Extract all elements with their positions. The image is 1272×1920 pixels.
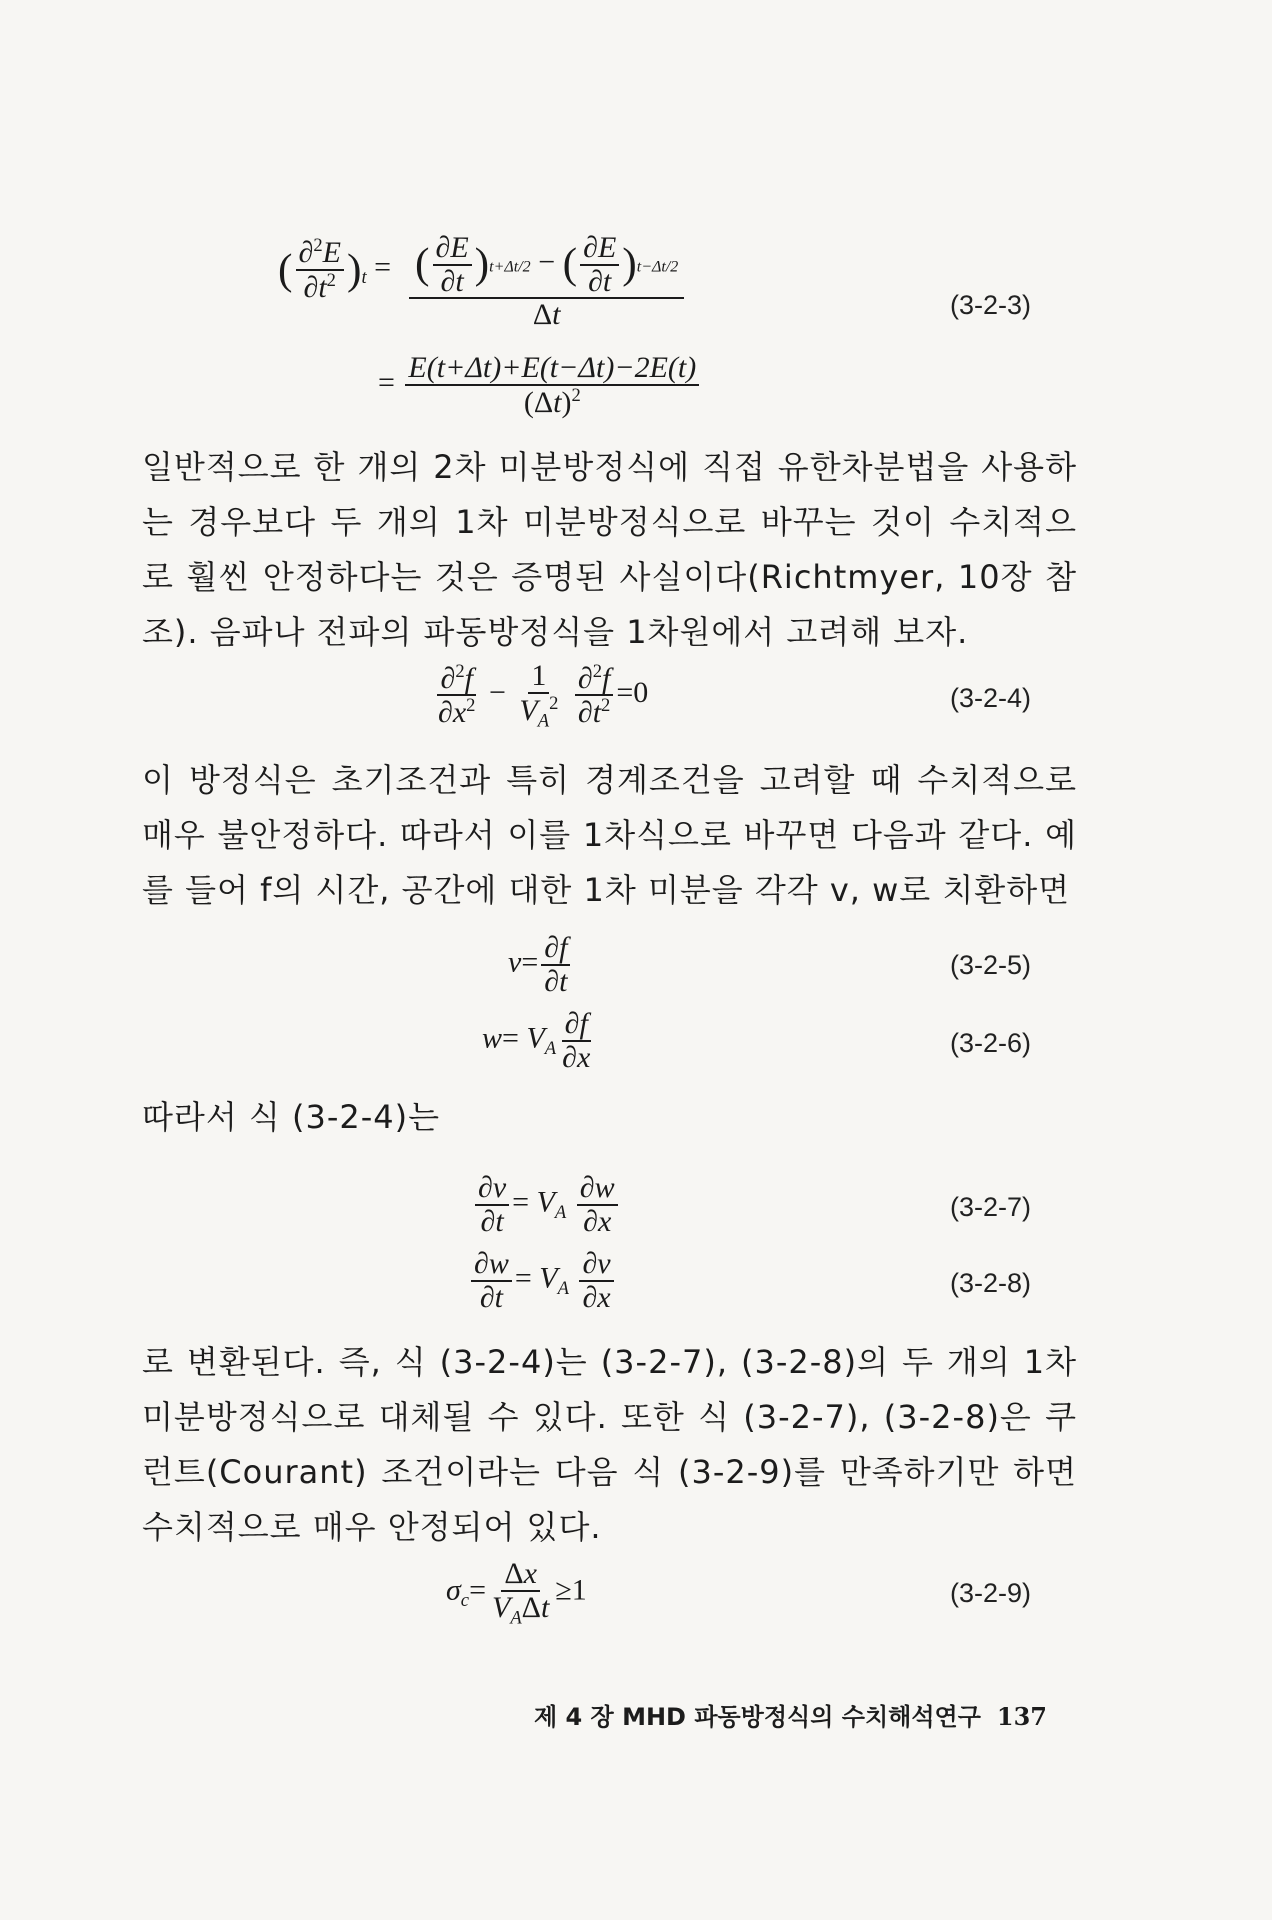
equation-3-2-3-rhs-2: = $\frac{E(t+\Delta t)+E(t-\Delta t)-2E(t)}{(\Delta t)^2}$ [378, 352, 702, 418]
equation-number: (3-2-9) [950, 1578, 1032, 1608]
equation-number: (3-2-4) [950, 683, 1032, 713]
page-footer [534, 1697, 1047, 1732]
equation-number: (3-2-3) [950, 290, 1032, 320]
equation-number: (3-2-7) [950, 1192, 1032, 1222]
equation-number: (3-2-6) [950, 1028, 1032, 1058]
page-number: 137 [996, 1702, 1047, 1731]
equation-3-2-3-rhs-1: ( $\frac{\partial E}{\partial t}$ )t+Δt/2 − ( $\frac{\partial E}{\partial t}$ )t−Δt/2 Δt [406, 232, 687, 331]
paragraph-3: 따라서 식 (3-2-4)는 [142, 1098, 441, 1136]
equation-3-2-4-body: $\frac{\partial^2f}{\partial x^2}$ − $\frac{1}{V_A^2}$ $\frac{\partial^2f}{\partial t^2}$ =0 [438, 659, 649, 732]
equation-number: (3-2-8) [950, 1268, 1032, 1298]
paragraph-1: 일반적으로 한 개의 2차 미분방정식에 직접 유한차분법을 사용하는 경우보다 두 개의 1차 미분방정식으로 바꾸는 것이 수치적으로 훨씬 안정하다는 것은 증명된 사실이다(Richtmyer, 10장 참조). 음파나 전파의 파동방정식을 1차원에서 고려해 보자. [142, 448, 1077, 651]
equation-3-2-9-body: $\sigma_c=$ $\frac{\Delta x}{V_A\Delta t}$ ≥1 [446, 1557, 587, 1628]
equation-number: (3-2-5) [950, 950, 1032, 980]
equation-3-2-6-body: $w= V_A$ $\frac{\partial f}{\partial x}$ [482, 1007, 591, 1074]
chapter-title: 제 4 장 MHD 파동방정식의 수치해석연구 [533, 1703, 981, 1731]
equation-3-2-7-body: $\frac{\partial v}{\partial t}$ = $V_A$ $\frac{\partial w}{\partial x}$ [472, 1172, 621, 1237]
equation-3-2-8-body: $\frac{\partial w}{\partial t}$ = $V_A$ $\frac{\partial v}{\partial x}$ [468, 1248, 617, 1313]
equation-3-2-5-body: v= $\frac{\partial f}{\partial t}$ [508, 932, 573, 997]
paragraph-4: 로 변환된다. 즉, 식 (3-2-4)는 (3-2-7), (3-2-8)의 두 개의 1차 미분방정식으로 대체될 수 있다. 또한 식 (3-2-7), (3-2-8)은 쿠런트(Courant) 조건이라는 다음 식 (3-2-9)를 만족하기만 하면 수치적으로 매우 안정되어 있다. [142, 1343, 1077, 1546]
equation-3-2-3-lhs: ( $\frac{\partial^2E}{\partial t^2}$ )$_t$ = [278, 235, 392, 304]
paragraph-2: 이 방정식은 초기조건과 특히 경계조건을 고려할 때 수치적으로 매우 불안정하다. 따라서 이를 1차식으로 바꾸면 다음과 같다. 예를 들어 f의 시간, 공간에 대한 1차 미분을 각각 v, w로 치환하면 [142, 761, 1077, 909]
